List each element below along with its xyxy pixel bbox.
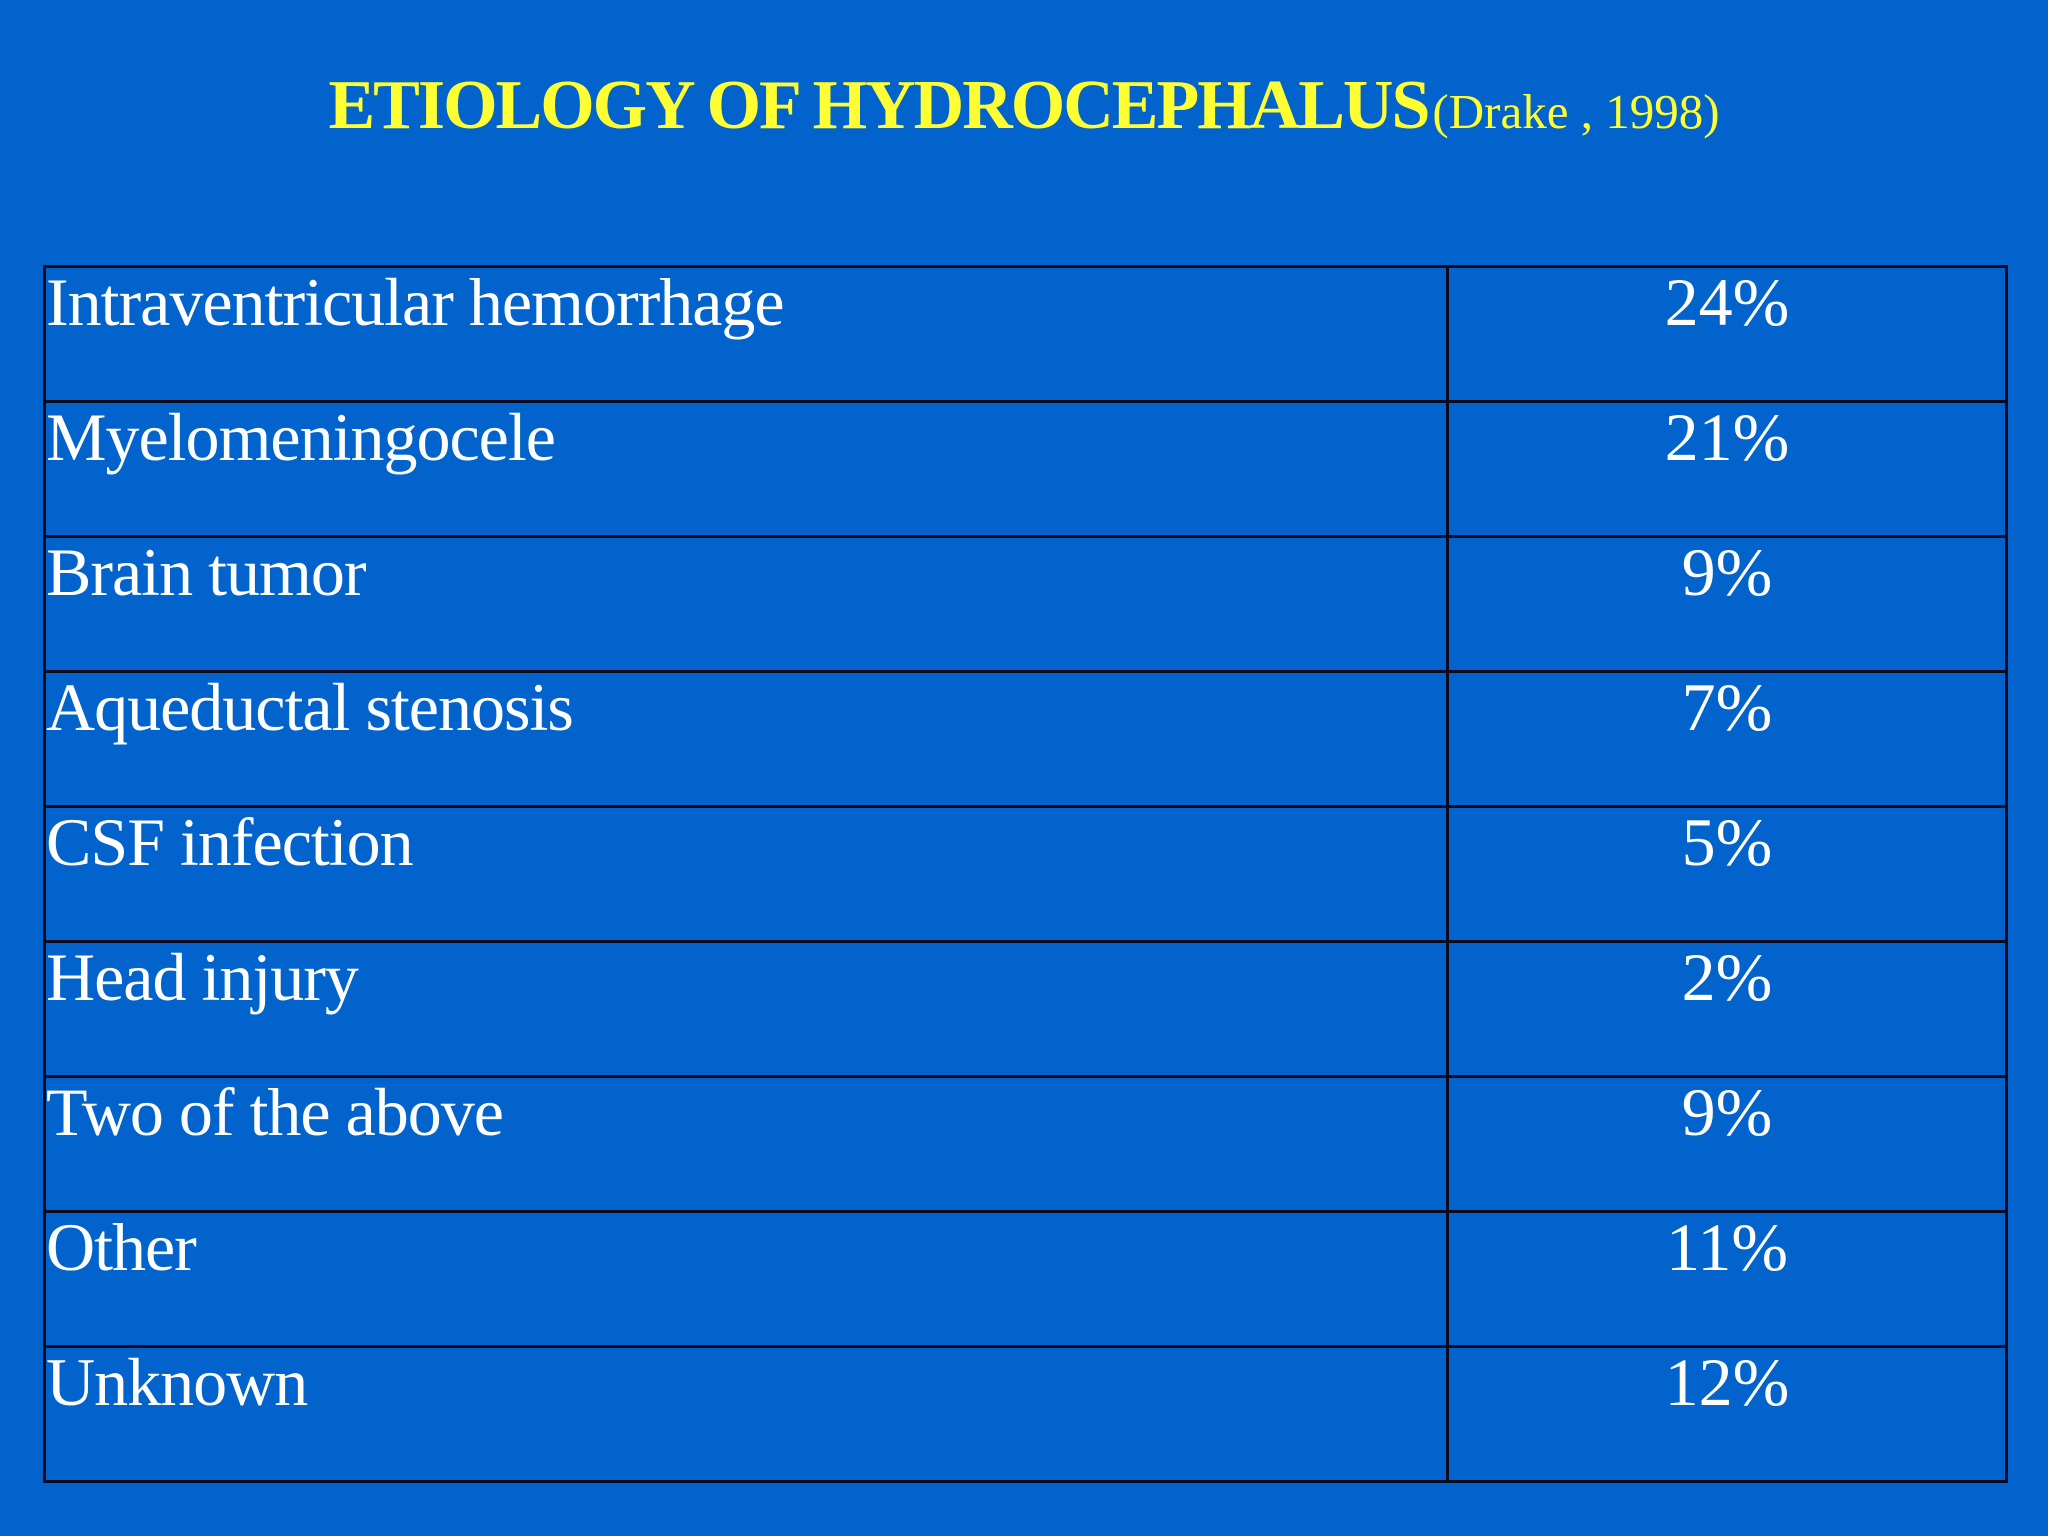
table-row	[45, 942, 2007, 1077]
percent-cell: 2%	[1448, 942, 2007, 1077]
cause-cell: Two of the above	[45, 1077, 1448, 1212]
cause-cell: Head injury	[45, 942, 1448, 1077]
table-row	[45, 537, 2007, 672]
etiology-table	[43, 265, 2008, 1483]
percent-cell: 9%	[1448, 1077, 2007, 1212]
percent-cell: 24%	[1448, 267, 2007, 402]
table-row	[45, 1077, 2007, 1212]
cause-cell: Brain tumor	[45, 537, 1448, 672]
cause-cell: Other	[45, 1212, 1448, 1347]
table-row	[45, 1212, 2007, 1347]
percent-cell: 7%	[1448, 672, 2007, 807]
table-row	[45, 402, 2007, 537]
cause-cell: CSF infection	[45, 807, 1448, 942]
percent-cell: 12%	[1448, 1347, 2007, 1482]
cause-cell: Unknown	[45, 1347, 1448, 1482]
table-row	[45, 672, 2007, 807]
cause-cell: Myelomeningocele	[45, 402, 1448, 537]
percent-cell: 11%	[1448, 1212, 2007, 1347]
percent-cell: 5%	[1448, 807, 2007, 942]
percent-cell: 9%	[1448, 537, 2007, 672]
table-row	[45, 267, 2007, 402]
title-citation: (Drake , 1998)	[1432, 84, 1720, 139]
table-row	[45, 1347, 2007, 1482]
percent-cell: 21%	[1448, 402, 2007, 537]
table-row	[45, 807, 2007, 942]
cause-cell: Aqueductal stenosis	[45, 672, 1448, 807]
cause-cell: Intraventricular hemorrhage	[45, 267, 1448, 402]
slide-title	[0, 66, 2048, 146]
title-text: ETIOLOGY OF HYDROCEPHALUS	[328, 67, 1429, 144]
